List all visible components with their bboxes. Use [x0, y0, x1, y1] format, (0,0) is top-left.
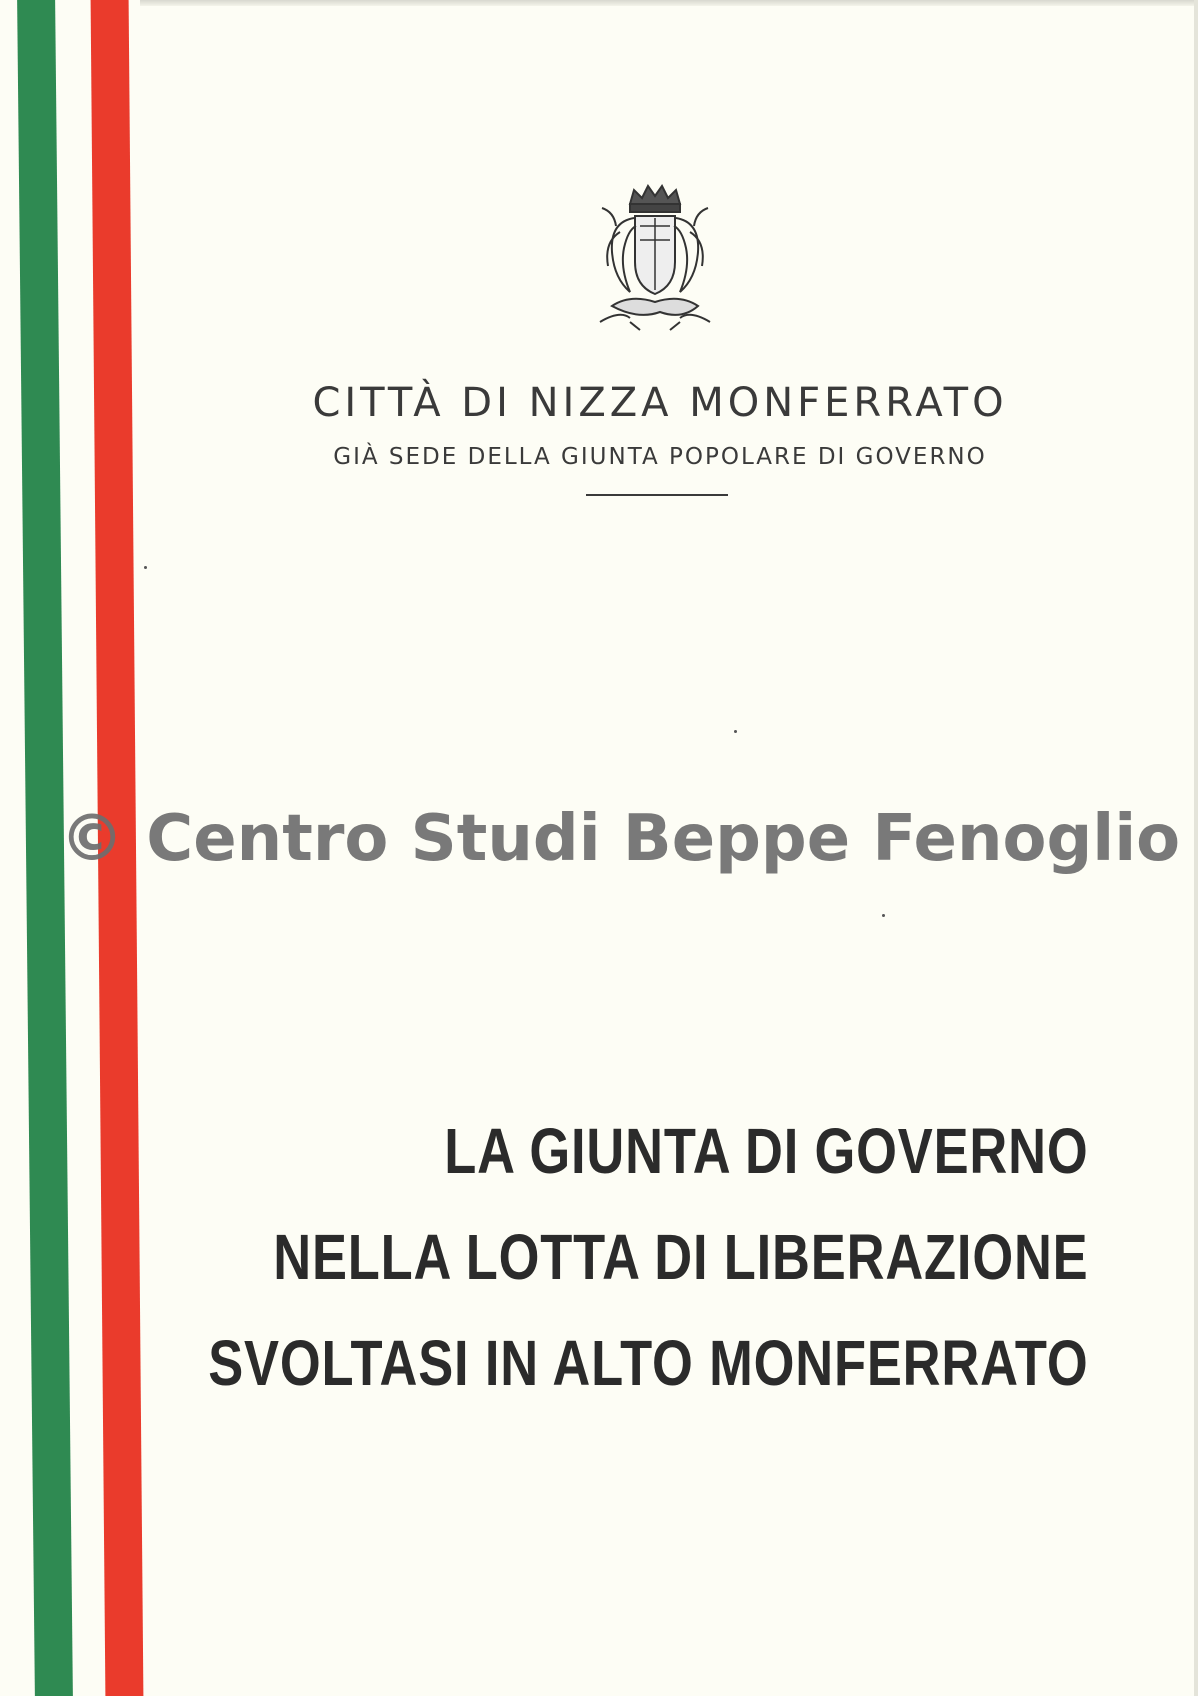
- city-subtitle: GIÀ SEDE DELLA GIUNTA POPOLARE DI GOVERNO: [333, 444, 987, 470]
- page-top-edge: [140, 0, 1198, 6]
- divider-rule: [586, 494, 728, 496]
- copyright-watermark: © Centro Studi Beppe Fenoglio: [60, 802, 1181, 876]
- paper-speck: [882, 914, 885, 917]
- main-title-line-1: LA GIUNTA DI GOVERNO: [443, 1115, 1088, 1187]
- municipal-coat-of-arms-icon: [590, 182, 720, 334]
- paper-speck: [734, 730, 737, 733]
- main-title: [15, 1098, 1089, 1416]
- paper-speck: [144, 566, 147, 569]
- page-right-edge: [1194, 0, 1198, 1696]
- main-title-line-2: NELLA LOTTA DI LIBERAZIONE: [272, 1221, 1088, 1293]
- city-title: CITTÀ DI NIZZA MONFERRATO: [312, 380, 1008, 426]
- main-title-line-3: SVOLTASI IN ALTO MONFERRATO: [207, 1327, 1088, 1399]
